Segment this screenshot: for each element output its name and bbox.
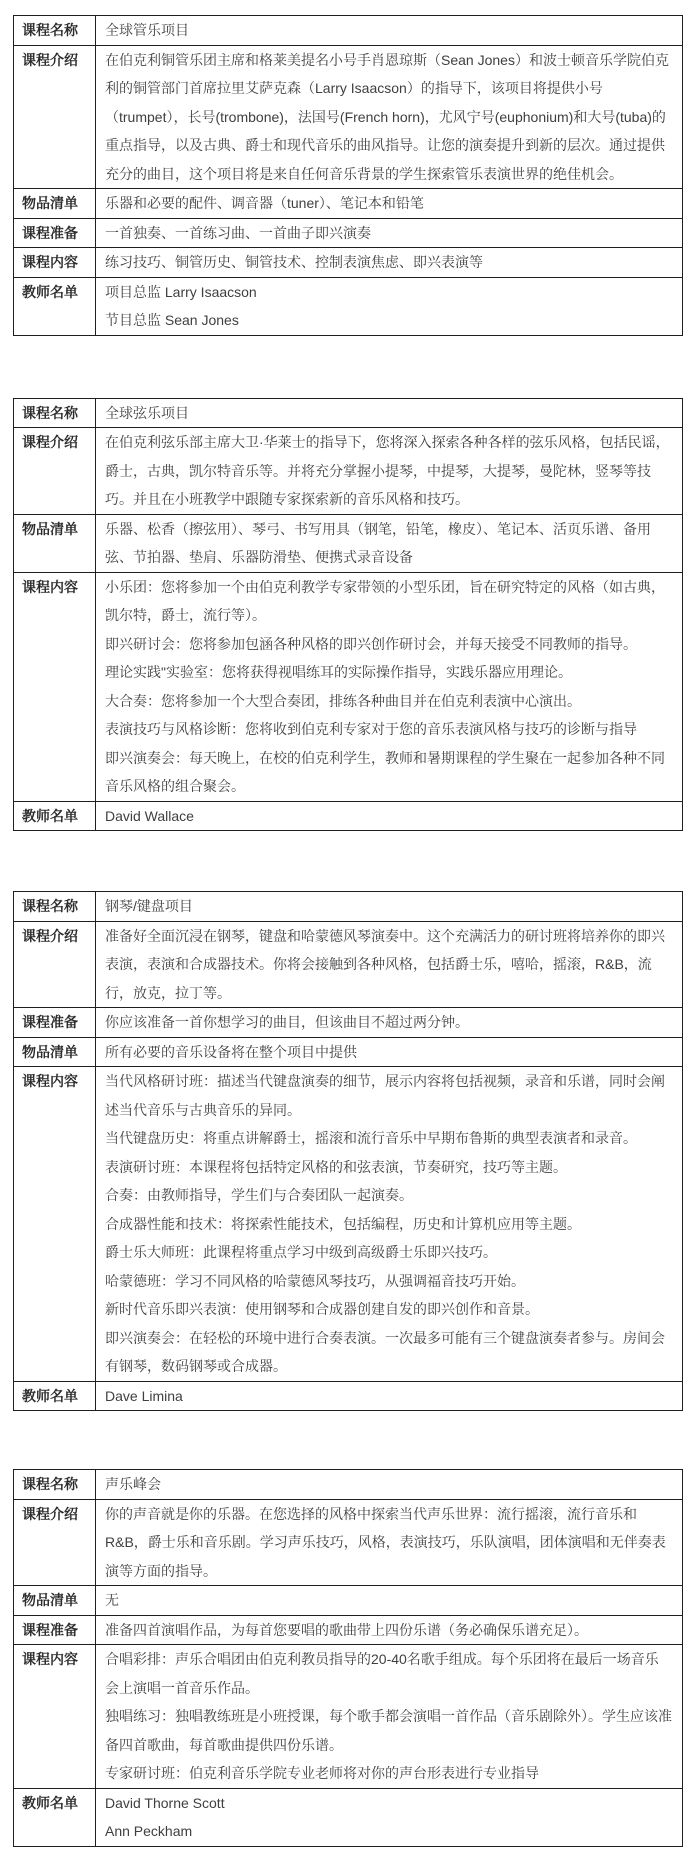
row-label: 教师名单 <box>14 277 96 335</box>
row-content <box>96 1499 683 1586</box>
row-label: 教师名单 <box>14 801 96 831</box>
table-row <box>14 1008 683 1038</box>
row-label: 课程内容 <box>14 572 96 801</box>
row-content <box>96 189 683 219</box>
row-content <box>96 1788 683 1846</box>
row-content <box>96 572 683 801</box>
content-paragraph: 当代风格研讨班：描述当代键盘演奏的细节，展示内容将包括视频，录音和乐谱，同时会阐述当代音乐与古典音乐的异同。 <box>105 1073 665 1118</box>
content-paragraph: 合唱彩排：声乐合唱团由伯克利教员指导的20-40名歌手组成。每个乐团将在最后一场音乐会上演唱一首音乐作品。 <box>105 1651 659 1696</box>
content-paragraph: 表演研讨班：本课程将包括特定风格的和弦表演，节奏研究，技巧等主题。 <box>105 1158 567 1175</box>
row-content <box>96 218 683 248</box>
table-row <box>14 801 683 831</box>
row-label: 物品清单 <box>14 189 96 219</box>
content-paragraph: 你应该准备一首你想学习的曲目，但该曲目不超过两分钟。 <box>105 1014 469 1030</box>
content-paragraph: 你的声音就是你的乐器。在您选择的风格中探索当代声乐世界：流行摇滚，流行音乐和R&B，爵士乐和音乐剧。学习声乐技巧，风格，表演技巧，乐队演唱，团体演唱和无伴奏表演等方面的指导。 <box>105 1505 666 1579</box>
content-paragraph: 在伯克利铜管乐团主席和格莱美提名小号手肖恩琼斯（Sean Jones）和波士顿音乐学院伯克利的铜管部门首席拉里艾萨克森（Larry Isaacson）的指导下，该项目将提供小号（trumpet），长号(trombone)，法国号(French horn)，尤风宁号(euphonium)和大号(tuba)的重点指导，以及古典、爵士和现代音乐的曲风指导。让您的演奏提升到新的层次。通过提供充分的曲目，这个项目将是来自任何音乐背景的学生探索管乐表演世界的绝佳机会。 <box>105 51 669 182</box>
table-row <box>14 572 683 801</box>
row-label: 课程介绍 <box>14 1499 96 1586</box>
content-paragraph: 当代键盘历史：将重点讲解爵士，摇滚和流行音乐中早期布鲁斯的典型表演者和录音。 <box>105 1130 637 1146</box>
row-label: 课程名称 <box>14 892 96 922</box>
table-row <box>14 16 683 46</box>
content-paragraph: 大合奏：您将参加一个大型合奏团，排练各种曲目并在伯克利表演中心演出。 <box>105 692 581 709</box>
table-row <box>14 1586 683 1616</box>
content-paragraph: 节目总监 Sean Jones <box>105 312 239 328</box>
content-paragraph: 准备四首演唱作品，为每首您要唱的歌曲带上四份乐谱（务必确保乐谱充足）。 <box>105 1621 588 1638</box>
table-row <box>14 1037 683 1067</box>
content-paragraph: 理论实践"实验室：您将获得视唱练耳的实际操作指导，实践乐器应用理论。 <box>105 664 572 680</box>
course-table <box>13 891 683 1411</box>
table-row <box>14 921 683 1008</box>
content-paragraph: 合成器性能和技术：将探索性能技术，包括编程，历史和计算机应用等主题。 <box>105 1215 581 1232</box>
content-paragraph: 全球管乐项目 <box>105 22 189 38</box>
content-paragraph: 所有必要的音乐设备将在整个项目中提供 <box>105 1043 357 1060</box>
content-paragraph: 即兴研讨会：您将参加包涵各种风格的即兴创作研讨会，并每天接受不同教师的指导。 <box>105 635 637 652</box>
row-label: 教师名单 <box>14 1381 96 1411</box>
content-paragraph: 准备好全面沉浸在钢琴，键盘和哈蒙德风琴演奏中。这个充满活力的研讨班将培养你的即兴表演，表演和合成器技术。你将会接触到各种风格，包括爵士乐，嘻哈，摇滚，R&B，流行，放克，拉丁等。 <box>105 927 665 1001</box>
row-content <box>96 1067 683 1382</box>
content-paragraph: 专家研讨班：伯克利音乐学院专业老师将对你的声台形表进行专业指导 <box>105 1765 539 1781</box>
row-content <box>96 801 683 831</box>
row-label: 课程介绍 <box>14 45 96 189</box>
row-label: 课程名称 <box>14 1470 96 1500</box>
row-content <box>96 1037 683 1067</box>
table-row <box>14 1470 683 1500</box>
row-content <box>96 1615 683 1645</box>
content-paragraph: 在伯克利弦乐部主席大卫·华莱士的指导下，您将深入探索各种各样的弦乐风格，包括民谣，爵士，古典，凯尔特音乐等。并将充分掌握小提琴，中提琴，大提琴，曼陀林，竖琴等技巧。并且在小班教学中跟随专家探索新的音乐风格和技巧。 <box>105 434 670 507</box>
table-row <box>14 189 683 219</box>
content-paragraph: David Wallace <box>105 807 194 824</box>
content-paragraph: 即兴演奏会：每天晚上，在校的伯克利学生，教师和暑期课程的学生聚在一起参加各种不同音乐风格的组合聚会。 <box>105 749 665 794</box>
row-label: 物品清单 <box>14 1037 96 1067</box>
course-table <box>13 398 683 832</box>
row-label: 物品清单 <box>14 514 96 572</box>
course-table <box>13 1469 683 1847</box>
content-paragraph: 项目总监 Larry Isaacson <box>105 283 257 300</box>
table-row <box>14 892 683 922</box>
content-paragraph: 一首独奏、一首练习曲、一首曲子即兴演奏 <box>105 224 371 241</box>
content-paragraph: 爵士乐大师班：此课程将重点学习中级到高级爵士乐即兴技巧。 <box>105 1244 497 1260</box>
content-paragraph: 新时代音乐即兴表演：使用钢琴和合成器创建自发的即兴创作和音景。 <box>105 1301 539 1317</box>
row-label: 课程介绍 <box>14 921 96 1008</box>
row-label: 课程内容 <box>14 1067 96 1382</box>
content-paragraph: 表演技巧与风格诊断：您将收到伯克利专家对于您的音乐表演风格与技巧的诊断与指导 <box>105 721 637 737</box>
row-label: 课程介绍 <box>14 428 96 515</box>
content-paragraph: 哈蒙德班：学习不同风格的哈蒙德风琴技巧，从强调福音技巧开始。 <box>105 1272 525 1289</box>
row-content <box>96 921 683 1008</box>
content-paragraph: 钢琴/键盘项目 <box>105 898 193 914</box>
row-content <box>96 1470 683 1500</box>
content-paragraph: 练习技巧、铜管历史、铜管技术、控制表演焦虑、即兴表演等 <box>105 254 483 270</box>
row-label: 课程名称 <box>14 398 96 428</box>
content-paragraph: 合奏：由教师指导，学生们与合奏团队一起演奏。 <box>105 1187 413 1203</box>
table-row <box>14 277 683 335</box>
table-row <box>14 1381 683 1411</box>
tables-container <box>13 15 684 1847</box>
row-label: 课程准备 <box>14 218 96 248</box>
row-content <box>96 1586 683 1616</box>
content-paragraph: 声乐峰会 <box>105 1476 161 1492</box>
row-content <box>96 45 683 189</box>
content-paragraph: 小乐团：您将参加一个由伯克利教学专家带领的小型乐团，旨在研究特定的风格（如古典，凯尔特，爵士，流行等）。 <box>105 578 665 623</box>
row-label: 课程准备 <box>14 1615 96 1645</box>
row-content <box>96 514 683 572</box>
row-label: 课程内容 <box>14 1645 96 1789</box>
table-row <box>14 428 683 515</box>
table-row <box>14 1645 683 1789</box>
table-row <box>14 1615 683 1645</box>
table-row <box>14 248 683 278</box>
table-row <box>14 1067 683 1382</box>
row-content <box>96 428 683 515</box>
content-paragraph: 乐器、松香（擦弦用）、琴弓、书写用具（钢笔，铅笔，橡皮）、笔记本、活页乐谱、备用弦、节拍器、垫肩、乐器防滑垫、便携式录音设备 <box>105 520 651 565</box>
row-content <box>96 1008 683 1038</box>
row-label: 课程名称 <box>14 16 96 46</box>
content-paragraph: 即兴演奏会：在轻松的环境中进行合奏表演。一次最多可能有三个键盘演奏者参与。房间会有钢琴，数码钢琴或合成器。 <box>105 1329 665 1374</box>
content-paragraph: Ann Peckham <box>105 1823 193 1839</box>
table-row <box>14 45 683 189</box>
row-content <box>96 16 683 46</box>
row-content <box>96 1381 683 1411</box>
content-paragraph: 乐器和必要的配件、调音器（tuner）、笔记本和铅笔 <box>105 195 424 211</box>
content-paragraph: 独唱练习：独唱教练班是小班授课，每个歌手都会演唱一首作品（音乐剧除外）。学生应该准备四首歌曲，每首歌曲提供四份乐谱。 <box>105 1708 672 1753</box>
row-content <box>96 277 683 335</box>
table-row <box>14 398 683 428</box>
table-row <box>14 514 683 572</box>
row-label: 教师名单 <box>14 1788 96 1846</box>
content-paragraph: David Thorne Scott <box>105 1794 225 1811</box>
table-row <box>14 218 683 248</box>
row-content <box>96 248 683 278</box>
content-paragraph: 全球弦乐项目 <box>105 404 189 421</box>
row-content <box>96 398 683 428</box>
row-label: 物品清单 <box>14 1586 96 1616</box>
content-paragraph: 无 <box>105 1592 119 1608</box>
row-content <box>96 892 683 922</box>
table-row <box>14 1788 683 1846</box>
row-label: 课程准备 <box>14 1008 96 1038</box>
table-row <box>14 1499 683 1586</box>
content-paragraph: Dave Limina <box>105 1387 183 1404</box>
row-content <box>96 1645 683 1789</box>
row-label: 课程内容 <box>14 248 96 278</box>
course-table <box>13 15 683 336</box>
